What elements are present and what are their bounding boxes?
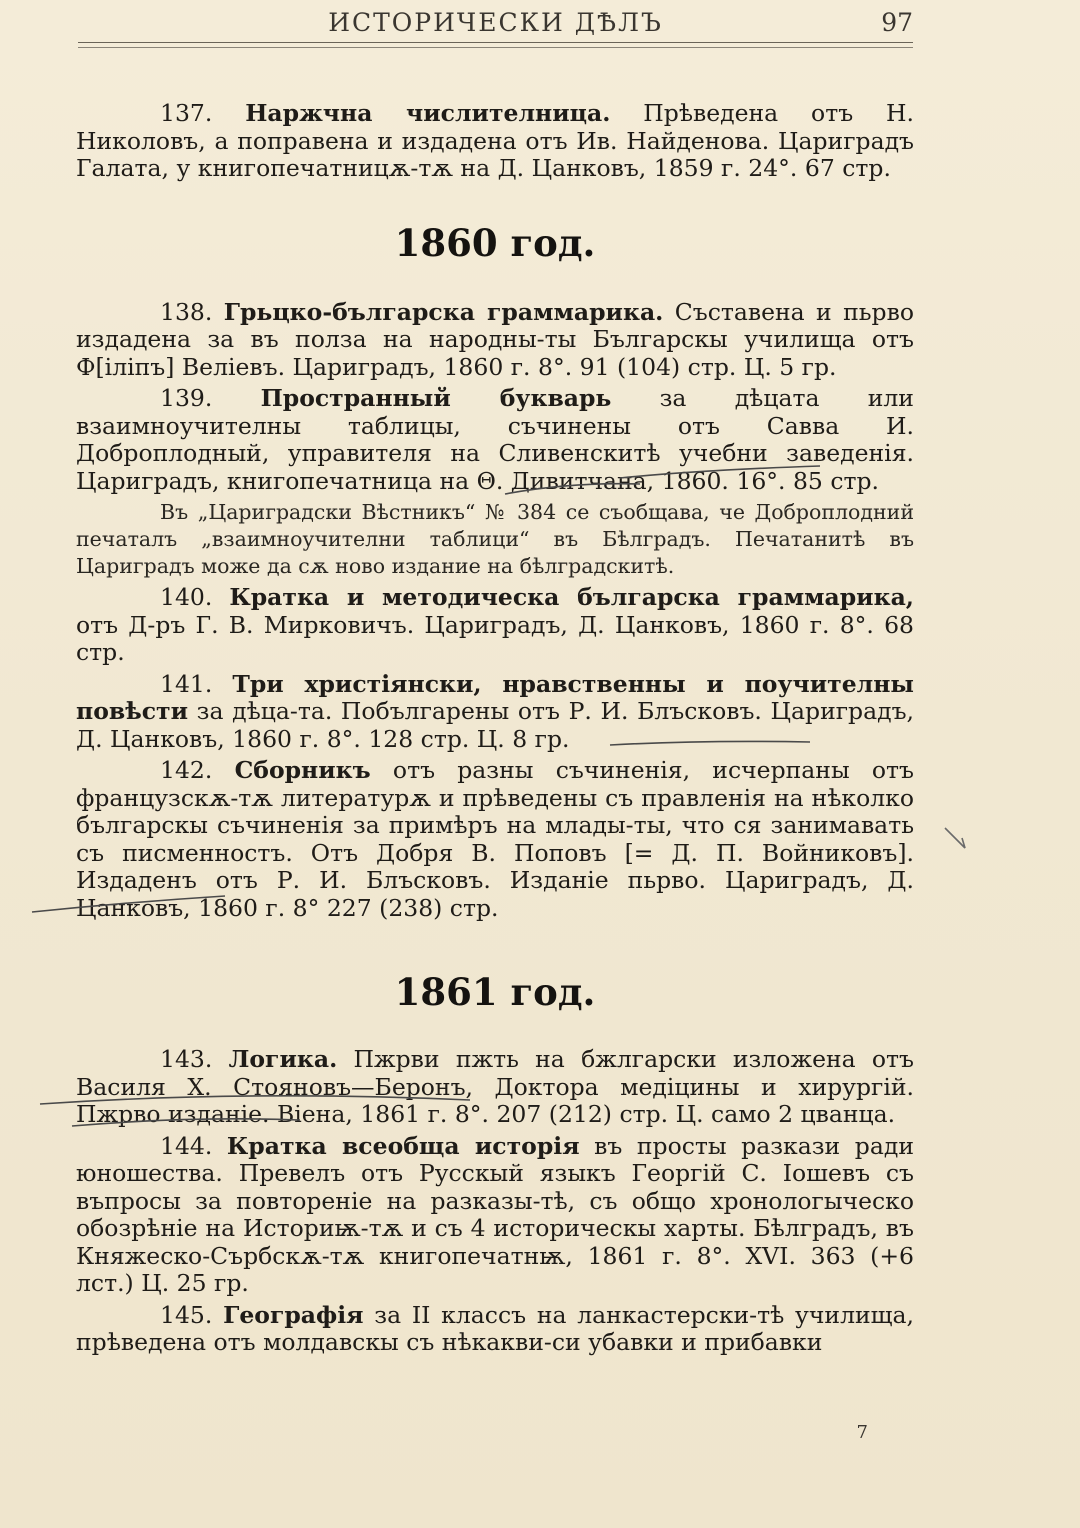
entry-title: Сборникъ xyxy=(234,756,371,784)
bibliography-entry-142 xyxy=(76,757,914,922)
entry-number: 143. xyxy=(160,1045,213,1073)
entry-title: Логика. xyxy=(228,1045,338,1073)
entry-text: Съставена и пьрво издадена за въ полза на народны-ты Българскы училища отъ Ф[іліпъ] Велiевъ. Цариградъ, 1860 г. 8°. 91 (104) стр. Ц. 5 гр. xyxy=(76,297,914,381)
printer-signature-mark: 7 xyxy=(856,1422,868,1443)
entry-title: Наржчна числителница. xyxy=(245,99,611,127)
entry-title: Три христіянски, нравственны и поучителны повѣсти xyxy=(76,669,914,725)
entry-title: Кратка всеобща исторія xyxy=(226,1131,580,1160)
pencil-tick-margin xyxy=(945,828,965,848)
entry-text: за II классъ на ланкастерски-тѣ училища, прѣведена отъ молдавскы съ нѣкакви-си убавки и прибавки xyxy=(76,1300,914,1356)
bibliography-entry-140 xyxy=(76,584,914,667)
page-header xyxy=(78,4,913,43)
entry-title: Географія xyxy=(223,1300,364,1329)
page-content xyxy=(76,100,914,1361)
entry-text: за дѣцата или взаимноучителны таблицы, съчинены отъ Савва И. Доброплодный, управителя на Сливенскитѣ учебни заведенія. Цариградъ, книгопечатница на Θ. Дивитчана, 1860. 16°. 85 стр. xyxy=(76,384,914,495)
year-heading-1860: 1860 год. xyxy=(394,220,596,265)
entry-number: 139. xyxy=(160,384,213,412)
editorial-note: Въ „Цариградски Вѣстникъ“ № 384 се съобщава, че Доброплодний печаталъ „взаимноучителни таблици“ въ Бѣлградъ. Печатанитѣ въ Цариградъ може да сѫ ново издание на бѣлградскитѣ. xyxy=(76,500,914,578)
entry-text: за дѣца-та. Побългарены отъ Р. И. Блъсковъ. Цариградъ, Д. Цанковъ, 1860 г. 8°. 128 стр. Ц. 8 гр. xyxy=(76,697,914,753)
year-heading-1861: 1861 год. xyxy=(394,970,596,1014)
entry-number: 140. xyxy=(160,583,213,611)
bibliography-entry-138 xyxy=(76,299,914,382)
entry-text: Прѣведена отъ Н. Николовъ, а поправена и издадена отъ Ив. Найденова. Цариградъ Галата, у книгопечатницѫ-тѫ на Д. Цанковъ, 1859 г. 24°. 67 стр. xyxy=(76,99,914,182)
entry-text: въ просты разкази ради юношества. Превелъ отъ Русскый языкъ Георгій С. Іошевъ съ въпросы за повтореніе на разказы-тѣ, съ общо хронологыческо обозрѣніе на Историѭ-тѫ и съ 4 историческы харты. Бѣлградъ, въ Княжеско-Сърбскѫ-тѫ книгопечатнѭ, 1861 г. 8°. XVI. 363 (+6 лст.) Ц. 25 гр. xyxy=(76,1131,914,1297)
bibliography-entry-137 xyxy=(76,100,914,183)
bibliography-entry-145 xyxy=(76,1302,914,1357)
entry-title: Грьцко-българска граммарика. xyxy=(223,297,664,326)
entry-text: отъ Д-ръ Г. В. Мирковичъ. Цариградъ, Д. Цанковъ, 1860 г. 8°. 68 стр. xyxy=(76,610,914,666)
entry-number: 138. xyxy=(160,297,213,326)
entry-number: 141. xyxy=(160,669,213,698)
bibliography-entry-144 xyxy=(76,1133,914,1298)
bibliography-entry-143 xyxy=(76,1046,914,1129)
entry-number: 144. xyxy=(160,1131,213,1160)
entry-number: 145. xyxy=(160,1300,213,1329)
entry-number: 137. xyxy=(160,99,213,127)
entry-text: отъ разны съчиненія, исчерпаны отъ французскѫ-тѫ литературѫ и прѣведены съ правленія на нѣколко българскы съчиненія за примѣръ на млады-ты, что ся занимавать съ писменностъ. Отъ Добря В. Поповъ [= Д. П. Войниковъ]. Издаденъ отъ Р. И. Блъсковъ. Изданіе пьрво. Цариградъ, Д. Цанковъ, 1860 г. 8° 227 (238) стр. xyxy=(76,756,914,922)
entry-number: 142. xyxy=(160,756,213,784)
entry-text: Пжрви пжть на бжлгарски изложена отъ Василя Х. Стояновъ—Беронъ, Доктора медіцины и хирургій. Пжрво изданіе. Віена, 1861 г. 8°. 207 (212) стр. Ц. само 2 цванца. xyxy=(76,1045,914,1128)
bibliography-entry-139 xyxy=(76,385,914,495)
entry-title: Пространный букварь xyxy=(260,384,612,412)
running-title: ИСТОРИЧЕСКИ ДѢЛЪ xyxy=(328,8,663,37)
bibliography-entry-141 xyxy=(76,671,914,754)
page-number: 97 xyxy=(881,8,913,37)
entry-title: Кратка и методическа българска граммарика, xyxy=(229,583,914,611)
